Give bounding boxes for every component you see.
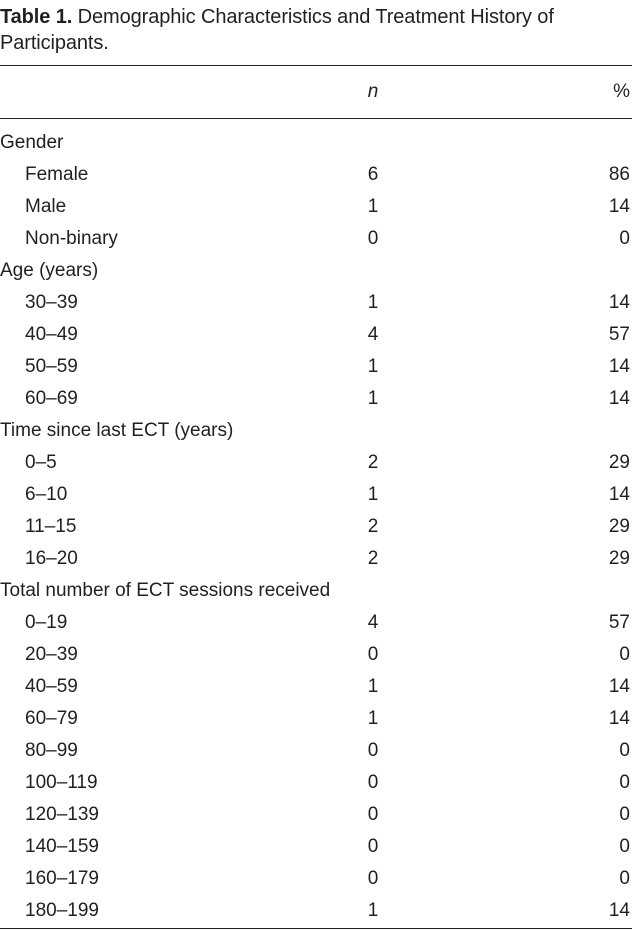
row-percent: 0 [619, 644, 630, 665]
row-label: Gender [0, 132, 64, 153]
table-row [0, 671, 632, 703]
row-n: 1 [367, 196, 379, 217]
row-n: 2 [367, 516, 379, 537]
row-n: 1 [367, 676, 379, 697]
row-n: 2 [367, 452, 379, 473]
row-label: 0–5 [25, 452, 57, 473]
table-header-row [0, 77, 632, 107]
header-n: n [367, 81, 379, 102]
row-label: 30–39 [25, 292, 78, 313]
row-percent: 0 [619, 804, 630, 825]
row-percent: 0 [619, 836, 630, 857]
row-n: 1 [367, 484, 379, 505]
table-caption [0, 4, 632, 56]
row-label: 180–199 [25, 900, 99, 921]
row-n: 0 [367, 228, 379, 249]
row-label: 16–20 [25, 548, 78, 569]
row-label: Male [25, 196, 67, 217]
row-n: 1 [367, 388, 379, 409]
table-group-row [0, 127, 632, 159]
row-n: 4 [367, 324, 379, 345]
row-n: 0 [367, 836, 379, 857]
table-bottom-rule [0, 928, 632, 929]
table-row [0, 767, 632, 799]
row-percent: 14 [608, 708, 630, 729]
row-percent: 14 [608, 900, 630, 921]
row-percent: 0 [619, 228, 630, 249]
row-label: 120–139 [25, 804, 99, 825]
row-n: 0 [367, 644, 379, 665]
table-row [0, 831, 632, 863]
row-n: 2 [367, 548, 379, 569]
table-row [0, 383, 632, 415]
row-n: 0 [367, 772, 379, 793]
table-row [0, 703, 632, 735]
table-row [0, 639, 632, 671]
row-label: Age (years) [0, 260, 99, 281]
row-percent: 14 [608, 292, 630, 313]
table-caption-text: Demographic Characteristics and Treatment History of Participants. [0, 6, 554, 54]
table-group-row [0, 575, 632, 607]
row-label: Time since last ECT (years) [0, 420, 234, 441]
row-label: 160–179 [25, 868, 99, 889]
row-label: 40–59 [25, 676, 78, 697]
table-row [0, 159, 632, 191]
row-n: 0 [367, 740, 379, 761]
row-percent: 86 [608, 164, 630, 185]
header-percent: % [613, 81, 630, 102]
row-label: 60–69 [25, 388, 78, 409]
table-row [0, 799, 632, 831]
row-percent: 57 [608, 612, 630, 633]
row-percent: 29 [608, 548, 630, 569]
row-n: 0 [367, 804, 379, 825]
row-percent: 14 [608, 388, 630, 409]
table-row [0, 447, 632, 479]
row-label: Non-binary [25, 228, 118, 249]
row-percent: 0 [619, 868, 630, 889]
row-n: 6 [367, 164, 379, 185]
table-row [0, 287, 632, 319]
row-label: 60–79 [25, 708, 78, 729]
row-percent: 29 [608, 516, 630, 537]
table-row [0, 319, 632, 351]
row-percent: 0 [619, 740, 630, 761]
table-row [0, 895, 632, 927]
table-row [0, 223, 632, 255]
table-row [0, 479, 632, 511]
table-header-rule [0, 118, 632, 119]
row-percent: 14 [608, 676, 630, 697]
row-n: 0 [367, 868, 379, 889]
row-percent: 14 [608, 356, 630, 377]
row-percent: 14 [608, 196, 630, 217]
table-group-row [0, 255, 632, 287]
row-label: 6–10 [25, 484, 68, 505]
row-label: 0–19 [25, 612, 68, 633]
table-body [0, 127, 632, 927]
table-row [0, 351, 632, 383]
row-label: 20–39 [25, 644, 78, 665]
table-row [0, 511, 632, 543]
table-group-row [0, 415, 632, 447]
table-row [0, 863, 632, 895]
table-top-rule [0, 65, 632, 66]
table-caption-label: Table 1. [0, 6, 73, 28]
row-label: Total number of ECT sessions received [0, 580, 331, 601]
row-n: 1 [367, 900, 379, 921]
row-label: 80–99 [25, 740, 78, 761]
row-percent: 57 [608, 324, 630, 345]
row-n: 1 [367, 292, 379, 313]
row-label: 11–15 [25, 516, 77, 537]
row-n: 1 [367, 708, 379, 729]
row-percent: 14 [608, 484, 630, 505]
row-label: 50–59 [25, 356, 78, 377]
row-label: Female [25, 164, 89, 185]
row-label: 100–119 [25, 772, 98, 793]
table-row [0, 191, 632, 223]
row-n: 4 [367, 612, 379, 633]
table-row [0, 543, 632, 575]
row-percent: 29 [608, 452, 630, 473]
row-label: 40–49 [25, 324, 78, 345]
table-row [0, 735, 632, 767]
row-percent: 0 [619, 772, 630, 793]
row-label: 140–159 [25, 836, 99, 857]
row-n: 1 [367, 356, 379, 377]
table-row [0, 607, 632, 639]
